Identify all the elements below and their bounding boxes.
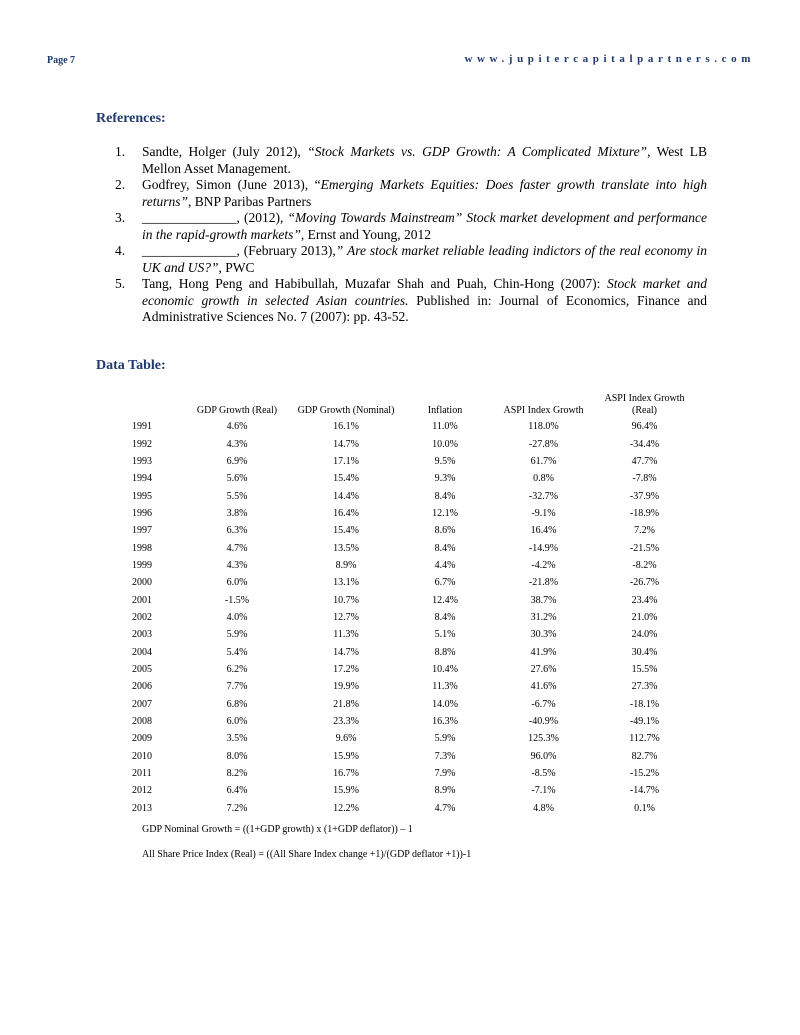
data-table [127,389,692,817]
year-cell: 1998 [132,542,152,554]
table-row [127,522,692,539]
value-cell: 14.4% [333,490,359,502]
value-cell: 15.4% [333,525,359,537]
value-cell: -18.9% [629,507,660,519]
value-cell: 15.9% [333,785,359,797]
value-cell: -27.8% [528,438,559,450]
reference-number: 5. [115,276,126,291]
value-cell: -1.5% [224,594,250,606]
reference-number: 2. [115,177,126,192]
value-cell: 4.7% [434,802,456,814]
value-cell: -14.9% [528,542,559,554]
year-cell: 2013 [132,802,152,814]
page-number: Page 7 [47,55,76,66]
value-cell: 6.2% [226,663,248,675]
data-table-heading: Data Table: [96,358,166,373]
value-cell: -8.5% [531,768,556,780]
value-cell: 5.1% [434,629,456,641]
website-url: www.jupitercapitalpartners.com [464,53,755,65]
year-cell: 1994 [132,473,152,485]
value-cell: 8.0% [226,750,248,762]
table-row [127,782,692,799]
reference-source: , Ernst and Young, 2012 [300,226,432,242]
table-row [127,696,692,713]
value-cell: -40.9% [528,716,559,728]
value-cell: 7.7% [226,681,248,693]
reference-item [115,243,707,276]
value-cell: 6.4% [226,785,248,797]
value-cell: 3.8% [226,507,248,519]
value-cell: 21.8% [333,698,359,710]
value-cell: -34.4% [629,438,660,450]
table-row [127,678,692,695]
value-cell: 4.4% [434,559,456,571]
value-cell: 6.9% [226,455,248,467]
value-cell: 125.3% [528,733,559,745]
value-cell: 9.3% [434,473,456,485]
value-cell: -14.7% [629,785,660,797]
value-cell: 9.5% [434,455,456,467]
value-cell: 17.2% [333,663,359,675]
value-cell: 30.3% [530,629,557,641]
value-cell: 13.5% [333,542,359,554]
value-cell: 4.3% [226,438,248,450]
value-cell: 7.2% [634,525,655,537]
value-cell: -18.1% [629,698,660,710]
reference-title: “Moving Towards Mainstream” Stock market development and performance in the rapid-growth markets” [142,210,708,242]
column-header: ASPI Index Growth (Real) [604,393,685,416]
reference-item [115,177,707,210]
value-cell: 41.6% [530,681,557,693]
value-cell: 10.4% [432,663,458,675]
value-cell: 6.8% [226,698,248,710]
column-header: GDP Growth (Nominal) [297,405,395,416]
year-cell: 2005 [132,663,152,675]
value-cell: 8.8% [434,646,456,658]
value-cell: -49.1% [629,716,660,728]
reference-title: Emerging Markets Equities: Does faster growth translate into high returns” [142,177,707,209]
value-cell: 14.7% [333,646,359,658]
value-cell: 27.3% [631,681,658,693]
value-cell: 16.7% [333,768,359,780]
table-header-row [127,389,692,418]
value-cell: 11.0% [432,421,458,433]
reference-number: 3. [115,210,126,225]
year-cell: 2008 [132,716,152,728]
value-cell: 61.7% [530,455,557,467]
value-cell: -7.1% [531,785,556,797]
reference-item [115,276,707,326]
year-cell: 1993 [132,455,152,467]
value-cell: -37.9% [629,490,660,502]
value-cell: -21.8% [528,577,559,589]
reference-title: “Stock Markets vs. GDP Growth: A Complicated Mixture” [307,144,648,159]
table-row [127,591,692,608]
table-row [127,539,692,556]
table-row [127,470,692,487]
value-cell: 23.4% [631,594,658,606]
table-row [127,800,692,817]
column-header: GDP Growth (Real) [196,405,278,416]
year-cell: 2011 [132,768,152,780]
year-cell: 1999 [132,559,152,571]
value-cell: 27.6% [530,663,557,675]
value-cell: 7.3% [434,750,456,762]
reference-source: Published in: Journal of Economics, Finance and Administrative Sciences No. 7 (2007): pp. 43-52. [142,292,707,324]
value-cell: 19.9% [333,681,359,693]
reference-author: Tang, Hong Peng and Habibullah, Muzafar Shah and Puah, Chin-Hong (2007): [142,276,607,291]
year-cell: 2001 [132,594,152,606]
value-cell: 9.6% [335,733,357,745]
reference-source: , West LB Mellon Asset Management. [142,144,707,176]
year-cell: 2006 [132,681,152,693]
year-cell: 2007 [132,698,152,710]
value-cell: 5.9% [226,629,248,641]
value-cell: -9.1% [531,507,556,519]
value-cell: 6.3% [226,525,248,537]
value-cell: 8.4% [434,611,456,623]
value-cell: 12.4% [432,594,458,606]
reference-author: Sandte, Holger (July 2012), [142,144,308,159]
value-cell: -4.2% [531,559,556,571]
reference-source: , PWC [218,259,255,275]
value-cell: 118.0% [528,421,559,433]
year-cell: 2012 [132,785,152,797]
value-cell: 4.0% [226,611,248,623]
value-cell: 16.3% [432,716,458,728]
table-row [127,487,692,504]
value-cell: 10.7% [333,594,359,606]
value-cell: 96.4% [631,421,658,433]
table-row [127,574,692,591]
table-row [127,661,692,678]
reference-number: 1. [115,144,126,159]
references-heading: References: [96,111,166,126]
value-cell: 0.8% [533,473,554,485]
value-cell: -8.2% [632,559,657,571]
column-header [127,389,182,418]
value-cell: 16.1% [333,421,359,433]
value-cell: 0.1% [634,802,655,814]
value-cell: 41.9% [530,646,557,658]
value-cell: 11.3% [432,681,458,693]
table-row [127,748,692,765]
value-cell: 24.0% [631,629,658,641]
table-row [127,626,692,643]
value-cell: 13.1% [333,577,359,589]
year-cell: 2009 [132,733,152,745]
value-cell: 16.4% [333,507,359,519]
value-cell: 4.8% [533,802,554,814]
value-cell: 21.0% [631,611,658,623]
value-cell: -32.7% [528,490,559,502]
value-cell: 10.0% [432,438,458,450]
value-cell: 6.0% [226,716,248,728]
value-cell: -15.2% [629,768,660,780]
value-cell: 8.9% [434,785,456,797]
value-cell: 15.9% [333,750,359,762]
column-header: ASPI Index Growth [503,405,584,416]
reference-source: , BNP Paribas Partners [188,193,312,209]
value-cell: 8.9% [335,559,357,571]
value-cell: 82.7% [631,750,658,762]
year-cell: 2002 [132,611,152,623]
year-cell: 2000 [132,577,152,589]
value-cell: 8.6% [434,525,456,537]
value-cell: 96.0% [530,750,557,762]
value-cell: 15.4% [333,473,359,485]
value-cell: 17.1% [333,455,359,467]
value-cell: 5.5% [226,490,248,502]
value-cell: 31.2% [530,611,557,623]
value-cell: 8.2% [226,768,248,780]
references-list [115,144,707,326]
value-cell: 6.0% [226,577,248,589]
value-cell: 4.6% [226,421,248,433]
reference-item [115,210,707,243]
value-cell: 12.7% [333,611,359,623]
value-cell: 15.5% [631,663,658,675]
year-cell: 1996 [132,507,152,519]
value-cell: 30.4% [631,646,658,658]
table-body [127,418,692,817]
year-cell: 1992 [132,438,152,450]
table-row [127,609,692,626]
value-cell: 12.1% [432,507,458,519]
value-cell: 4.3% [226,559,248,571]
year-cell: 2010 [132,750,152,762]
table-row [127,453,692,470]
value-cell: 14.7% [333,438,359,450]
value-cell: 47.7% [631,455,658,467]
reference-title: ” Are stock market reliable leading indictors of the real economy in UK and US?” [142,243,707,275]
value-cell: -7.8% [632,473,657,485]
value-cell: 112.7% [629,733,660,745]
year-cell: 1995 [132,490,152,502]
value-cell: 12.2% [333,802,359,814]
value-cell: 7.9% [434,768,456,780]
reference-number: 4. [115,243,126,258]
value-cell: 23.3% [333,716,359,728]
table-row [127,418,692,435]
table-row [127,435,692,452]
value-cell: 6.7% [434,577,456,589]
table-row [127,765,692,782]
value-cell: -21.5% [629,542,660,554]
value-cell: 5.6% [226,473,248,485]
value-cell: 14.0% [432,698,458,710]
reference-author: ______________, (2012), [142,210,288,225]
value-cell: 7.2% [226,802,248,814]
value-cell: -26.7% [629,577,660,589]
value-cell: 4.7% [226,542,248,554]
value-cell: 8.4% [434,542,456,554]
column-header: Inflation [427,405,463,416]
value-cell: 8.4% [434,490,456,502]
value-cell: 11.3% [333,629,359,641]
year-cell: 1991 [132,421,152,433]
table-row [127,730,692,747]
value-cell: 5.4% [226,646,248,658]
reference-item [115,144,707,177]
footnote-nominal-growth: GDP Nominal Growth = ((1+GDP growth) x (1+GDP deflator)) – 1 [142,824,413,835]
table-row [127,505,692,522]
value-cell: 16.4% [530,525,557,537]
year-cell: 2003 [132,629,152,641]
value-cell: 5.9% [434,733,456,745]
table-row [127,643,692,660]
footnote-real-index: All Share Price Index (Real) = ((All Share Index change +1)/(GDP deflator +1))-1 [142,849,472,860]
value-cell: 3.5% [226,733,248,745]
year-cell: 1997 [132,525,152,537]
reference-title: Stock market and economic growth in selected Asian countries. [142,276,707,308]
reference-author: ______________, (February 2013), [142,243,336,258]
table-row [127,557,692,574]
value-cell: 38.7% [530,594,557,606]
year-cell: 2004 [132,646,152,658]
table-row [127,713,692,730]
reference-author: Godfrey, Simon (June 2013), “ [142,177,321,192]
value-cell: -6.7% [531,698,556,710]
